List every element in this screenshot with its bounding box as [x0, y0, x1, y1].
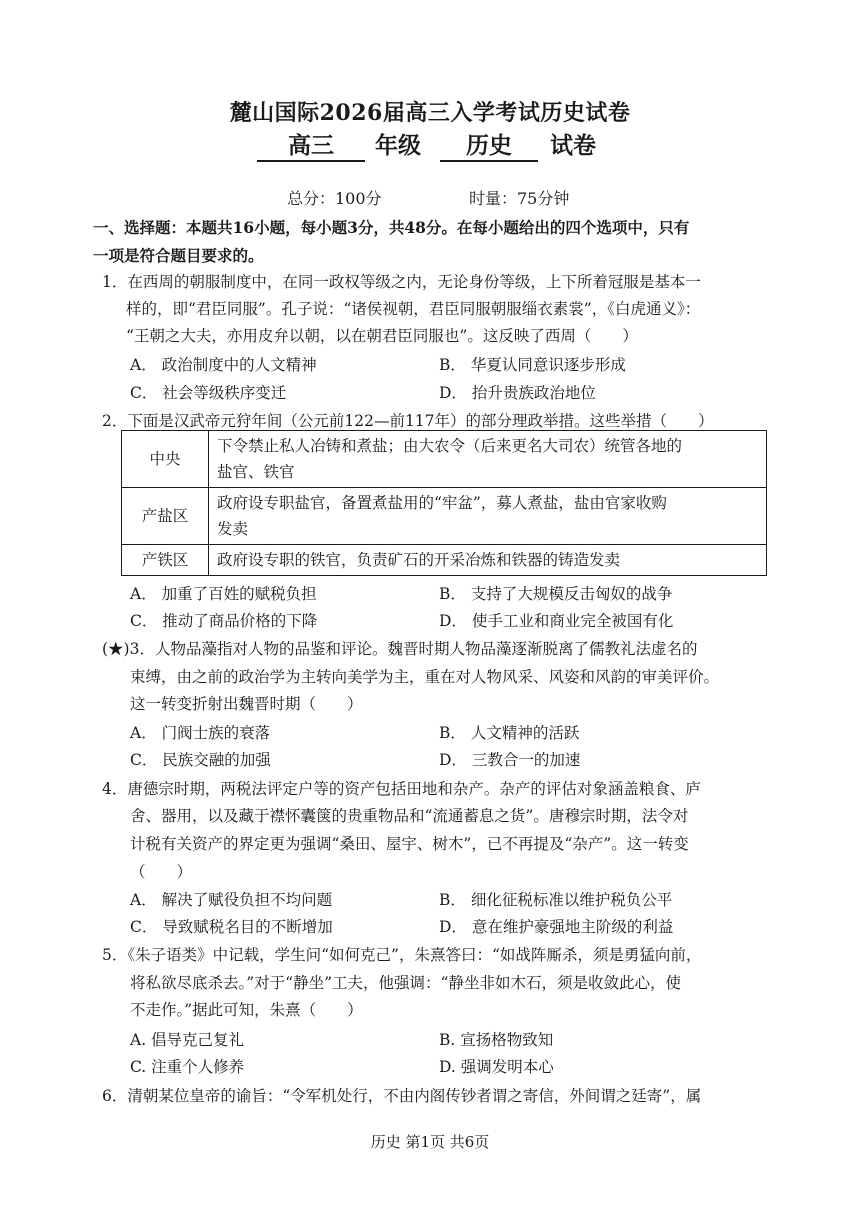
table-cell	[209, 545, 767, 576]
paper-label: 试卷	[550, 132, 596, 159]
option-c[interactable]: C. 注重个人修养	[130, 1058, 245, 1076]
question-line: (★)3．人物品藻指对人物的品鉴和评论。魏晋时期人物品藻逐渐脱离了儒教礼法虚名的	[102, 640, 698, 658]
question-line: （ ）	[130, 863, 193, 881]
table-cell	[209, 431, 767, 488]
question-line: 束缚，由之前的政治学为主转向美学为主，重在对人物风采、风姿和风韵的审美评价。	[130, 668, 720, 686]
option-c[interactable]: C． 推动了商品价格的下降	[130, 612, 318, 630]
table-cell-line: 政府设专职的铁官，负责矿石的开采冶炼和铁器的铸造发卖	[217, 551, 621, 569]
option-a[interactable]: A． 门阀士族的衰落	[130, 724, 271, 742]
table-row-header: 产铁区	[122, 545, 209, 576]
option-d[interactable]: D． 抬升贵族政治地位	[439, 384, 596, 402]
total-score: 总分：100分	[287, 189, 382, 208]
option-d[interactable]: D． 使手工业和商业完全被国有化	[439, 612, 674, 630]
option-b[interactable]: B. 宣扬格物致知	[439, 1031, 554, 1049]
grade-label: 年级	[375, 132, 421, 159]
table-row	[122, 488, 767, 545]
option-b[interactable]: B． 人文精神的活跃	[439, 724, 580, 742]
option-a[interactable]: A． 加重了百姓的赋税负担	[130, 585, 317, 603]
option-a[interactable]: A. 倡导克己复礼	[130, 1031, 245, 1049]
question-line: “王朝之大夫，亦用皮弁以朝，以在朝君臣同服也”。这反映了西周（ ）	[126, 327, 638, 345]
page-footer: 历史 第1页 共6页	[370, 1133, 490, 1151]
table-cell-line: 政府设专职盐官，备置煮盐用的“牢盆”，募人煮盐，盐由官家收购	[217, 494, 667, 512]
exam-title: 麓山国际2026届高三入学考试历史试卷	[229, 100, 631, 126]
table-row-header: 中央	[122, 431, 209, 488]
question-line: 计税有关资产的界定更为强调“桑田、屋宇、树木”，已不再提及“杂产”。这一转变	[130, 835, 689, 853]
option-c[interactable]: C． 民族交融的加强	[130, 751, 271, 769]
option-b[interactable]: B． 细化征税标准以维护税负公平	[439, 891, 673, 909]
option-b[interactable]: B． 华夏认同意识逐步形成	[439, 356, 626, 374]
option-a[interactable]: A． 解决了赋役负担不均问题	[130, 891, 333, 909]
table-cell-line: 盐官、铁官	[217, 463, 295, 481]
option-c[interactable]: C． 导致赋税名目的不断增加	[130, 918, 333, 936]
question-line: 舍、器用，以及藏于襟怀囊箧的贵重物品和“流通蓄息之货”。唐穆宗时期，法令对	[130, 807, 689, 825]
subject-value: 历史	[440, 127, 538, 162]
question-line: 1．在西周的朝服制度中，在同一政权等级之内，无论身份等级，上下所着冠服是基本一	[102, 273, 701, 291]
policy-table	[121, 430, 767, 576]
question-line: 样的，即“君臣同服”。孔子说：“诸侯视朝，君臣同服朝服缁衣素裳”，《白虎通义》：	[126, 300, 701, 318]
time-limit: 时量：75分钟	[469, 189, 570, 208]
option-d[interactable]: D． 意在维护豪强地主阶级的利益	[439, 918, 674, 936]
table-row	[122, 431, 767, 488]
question-line: 这一转变折射出魏晋时期（ ）	[130, 695, 363, 713]
table-cell	[209, 488, 767, 545]
question-line: 4．唐德宗时期，两税法评定户等的资产包括田地和杂产。杂产的评估对象涵盖粮食、庐	[102, 780, 701, 798]
grade-field	[257, 127, 365, 162]
table-row	[122, 545, 767, 576]
option-b[interactable]: B． 支持了大规模反击匈奴的战争	[439, 585, 673, 603]
table-cell-line: 发卖	[217, 520, 249, 538]
option-a[interactable]: A． 政治制度中的人文精神	[130, 356, 317, 374]
question-line: 6．清朝某位皇帝的谕旨：“令军机处行，不由内阁传钞者谓之寄信，外间谓之廷寄”，属	[102, 1087, 702, 1105]
question-line: 不走作。”据此可知，朱熹（ ）	[130, 1001, 363, 1019]
option-c[interactable]: C． 社会等级秩序变迁	[130, 384, 287, 402]
table-row-header: 产盐区	[122, 488, 209, 545]
table-cell-line: 下令禁止私人冶铸和煮盐；由大农令（后来更名大司农）统管各地的	[217, 437, 683, 455]
question-line: 2．下面是汉武帝元狩年间（公元前122—前117年）的部分理政举措。这些举措（ ）	[102, 412, 714, 430]
question-line: 5．《朱子语类》中记载，学生问“如何克己”，朱熹答曰：“如战阵厮杀，须是勇猛向前，	[102, 946, 702, 964]
grade-value: 高三	[257, 127, 365, 162]
section-heading-line2: 一项是符合题目要求的。	[93, 246, 264, 265]
option-d[interactable]: D． 三教合一的加速	[439, 751, 581, 769]
subject-field	[440, 127, 538, 162]
question-line: 将私欲尽底杀去。”对于“静坐”工夫，他强调：“静坐非如木石，须是收敛此心，使	[130, 974, 681, 992]
section-heading-line1: 一、选择题：本题共16小题，每小题3分，共48分。在每小题给出的四个选项中，只有	[93, 218, 690, 237]
option-d[interactable]: D. 强调发明本心	[439, 1058, 554, 1076]
